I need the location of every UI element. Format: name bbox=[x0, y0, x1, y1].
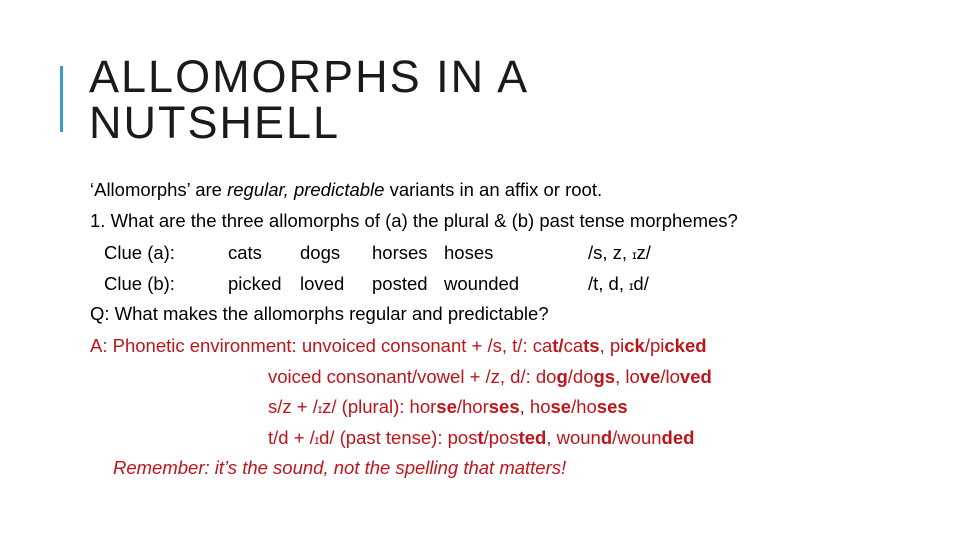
title-accent-bar bbox=[60, 66, 63, 132]
clue-word: hoses bbox=[444, 242, 494, 263]
clue-label: Clue (b): bbox=[104, 273, 175, 294]
clue-word: wounded bbox=[444, 273, 520, 294]
answer-line-4: t/d + /ɪd/ (past tense): post/posted, wound/wounded bbox=[268, 427, 695, 448]
title-line-2: NUTSHELL bbox=[89, 97, 341, 148]
clue-word: cats bbox=[228, 242, 262, 263]
clue-word: posted bbox=[372, 273, 428, 294]
answer-line-3: s/z + /ɪz/ (plural): horse/horses, hose/hoses bbox=[268, 396, 628, 417]
clue-word: dogs bbox=[300, 242, 341, 263]
clue-word: loved bbox=[300, 273, 345, 294]
question-1: 1. What are the three allomorphs of (a) the plural & (b) past tense morphemes? bbox=[90, 210, 738, 231]
answer-line-1: A: Phonetic environment: unvoiced consonant + /s, t/: cat/cats, pick/picked bbox=[90, 335, 707, 356]
clue-allomorphs: /t, d, ɪd/ bbox=[588, 273, 649, 294]
question-2: Q: What makes the allomorphs regular and predictable? bbox=[90, 303, 549, 324]
intro-text-end: variants in an affix or root. bbox=[384, 179, 603, 200]
title-line-1: ALLOMORPHS IN A bbox=[89, 51, 530, 102]
intro-sentence bbox=[90, 179, 602, 201]
intro-emphasis: regular, predictable bbox=[227, 179, 385, 200]
clue-allomorphs: /s, z, ɪz/ bbox=[588, 242, 651, 263]
slide-title bbox=[89, 51, 530, 148]
answer-line-2: voiced consonant/vowel + /z, d/: dog/dogs, love/loved bbox=[268, 366, 712, 387]
clue-word: horses bbox=[372, 242, 428, 263]
clue-label: Clue (a): bbox=[104, 242, 175, 263]
intro-text: ‘Allomorphs’ are bbox=[90, 179, 228, 200]
remember-note: Remember: it’s the sound, not the spelling that matters! bbox=[113, 457, 567, 478]
clue-word: picked bbox=[228, 273, 282, 294]
